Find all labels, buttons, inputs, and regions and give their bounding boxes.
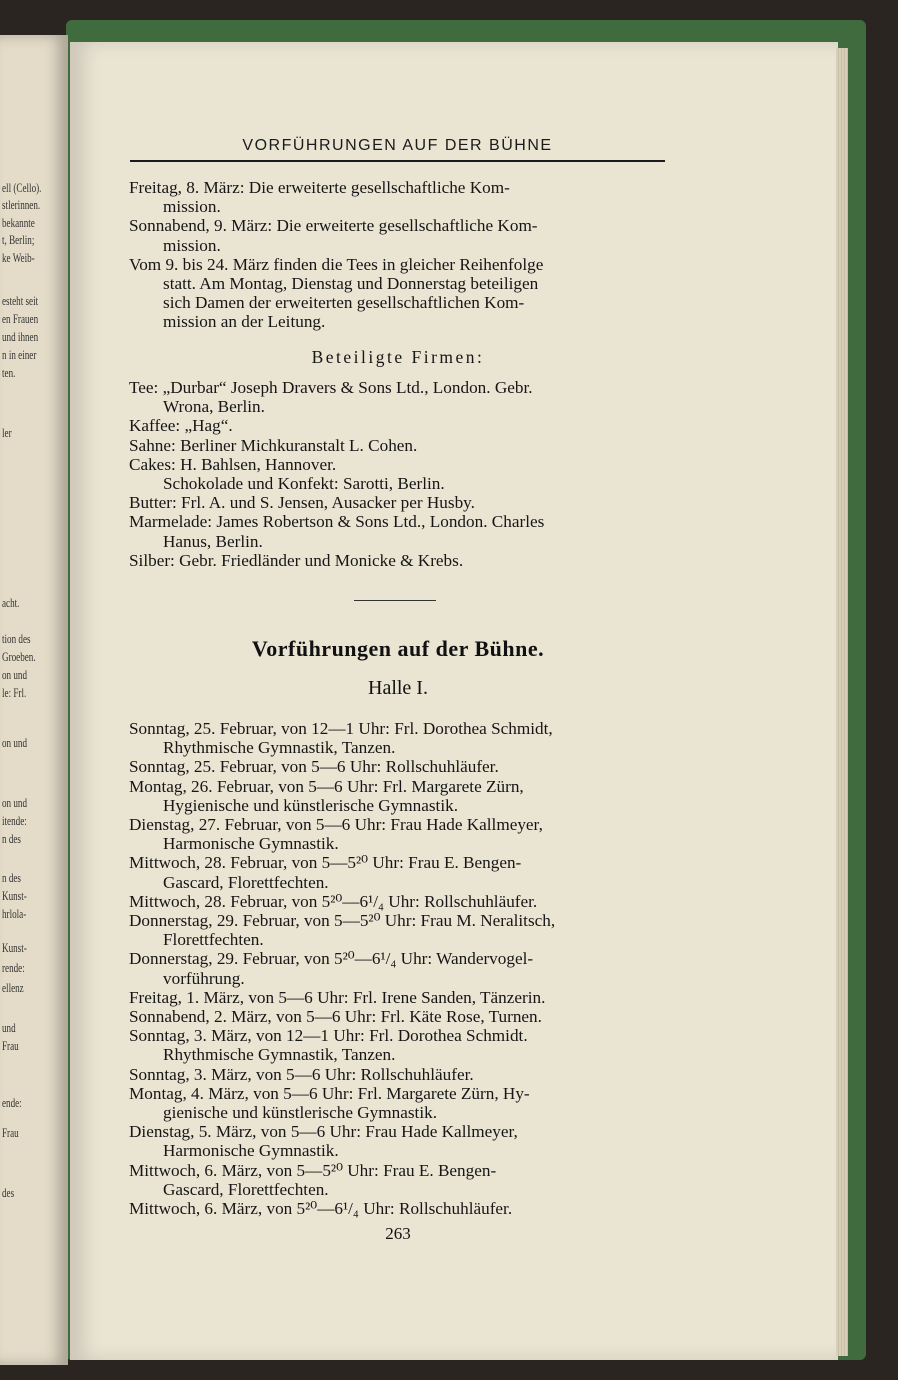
page-edges xyxy=(836,48,848,1356)
text-entry xyxy=(129,988,667,1007)
left-page-fragment: ell (Cello). xyxy=(2,180,42,195)
entry-line: Dienstag, 27. Februar, von 5—6 Uhr: Frau Hade Kallmeyer, xyxy=(129,815,543,835)
text-entry xyxy=(129,1161,667,1199)
entry-continuation: gienische und künstlerische Gymnastik. xyxy=(163,1103,437,1123)
text-entry xyxy=(129,178,667,216)
text-entry xyxy=(129,853,667,891)
left-page-fragment: n des xyxy=(2,831,21,846)
text-entry xyxy=(129,1026,667,1064)
left-page-fragment: on und xyxy=(2,735,28,750)
text-entry xyxy=(129,416,667,435)
left-page-fragment: und ihnen xyxy=(2,329,39,344)
left-page-fragment: Kunst- xyxy=(2,888,27,903)
entry-continuation: mission. xyxy=(163,235,221,255)
page-number: 263 xyxy=(385,1224,411,1243)
left-page-fragment: bekannte xyxy=(2,215,35,230)
entry-line: Kaffee: „Hag“. xyxy=(129,416,233,436)
entry-line: Mittwoch, 6. März, von 5—5²⁰ Uhr: Frau E. Bengen- xyxy=(129,1160,497,1180)
entry-line: Butter: Frl. A. und S. Jensen, Ausacker per Husby. xyxy=(129,493,475,513)
left-page-fragment: n des xyxy=(2,870,21,885)
left-page-fragment: acht. xyxy=(2,595,20,610)
text-entry xyxy=(129,1007,667,1026)
entry-line: Freitag, 1. März, von 5—6 Uhr: Frl. Irene Sanden, Tänzerin. xyxy=(129,987,546,1007)
entry-line: Sonntag, 25. Februar, von 12—1 Uhr: Frl. Dorothea Schmidt, xyxy=(129,719,553,738)
text-entry xyxy=(129,378,667,416)
left-page-fragment: on und xyxy=(2,667,28,682)
intro-block xyxy=(129,178,667,332)
left-page-fragment: ke Weib- xyxy=(2,250,35,265)
text-entry xyxy=(129,1084,667,1122)
text-entry xyxy=(129,911,667,949)
left-page-fragment: esteht seit xyxy=(2,293,39,308)
left-page-fragment: hrlola- xyxy=(2,906,27,921)
left-page-edge xyxy=(0,35,68,1365)
hall-title: Halle I. xyxy=(368,677,428,699)
left-page-fragment: t, Berlin; xyxy=(2,232,35,247)
left-page-fragment: le: Frl. xyxy=(2,685,27,700)
entry-continuation: Gascard, Florettfechten. xyxy=(163,872,329,892)
left-page-fragment: Groeben. xyxy=(2,649,36,664)
left-page-fragment: ende: xyxy=(2,1095,22,1110)
entry-line: Marmelade: James Robertson & Sons Ltd., London. Charles xyxy=(129,512,545,532)
firmen-block xyxy=(129,378,667,570)
entry-line: Vom 9. bis 24. März finden die Tees in gleicher Reihenfolge xyxy=(129,254,544,274)
left-page-fragment: tion des xyxy=(2,631,31,646)
text-entry xyxy=(129,512,667,550)
entry-continuation: Rhythmische Gymnastik, Tanzen. xyxy=(163,1045,396,1065)
entry-continuation: Gascard, Florettfechten. xyxy=(163,1179,329,1199)
text-entry xyxy=(129,757,667,776)
section-title: Vorführungen auf der Bühne. xyxy=(251,636,545,661)
text-entry xyxy=(129,1065,667,1084)
entry-line: Freitag, 8. März: Die erweiterte gesellschaftliche Kom- xyxy=(129,178,510,197)
entry-line: Mittwoch, 28. Februar, von 5²⁰—6¹/₄ Uhr: Rollschuhläufer. xyxy=(129,891,538,911)
left-page-fragment: n in einer xyxy=(2,347,37,362)
text-entry xyxy=(129,255,667,332)
text-entry xyxy=(129,719,667,757)
left-page-fragment: Frau xyxy=(2,1125,19,1140)
entry-line: Tee: „Durbar“ Joseph Dravers & Sons Ltd., London. Gebr. xyxy=(129,378,533,397)
entry-line: Sonnabend, 9. März: Die erweiterte gesellschaftliche Kom- xyxy=(129,216,538,236)
entry-continuation: vorführung. xyxy=(163,968,245,988)
entry-line: Sahne: Berliner Michkuranstalt L. Cohen. xyxy=(129,435,418,455)
entry-continuation: Harmonische Gymnastik. xyxy=(163,1141,339,1161)
entry-line: Sonntag, 25. Februar, von 5—6 Uhr: Rollschuhläufer. xyxy=(129,757,499,777)
left-page-fragment: ten. xyxy=(2,365,16,380)
left-page-fragment: Frau xyxy=(2,1038,19,1053)
text-entry xyxy=(129,815,667,853)
entry-continuation: Harmonische Gymnastik. xyxy=(163,834,339,854)
firmen-heading: Beteiligte Firmen: xyxy=(311,347,485,367)
text-entry xyxy=(129,455,667,493)
entry-line: Cakes: H. Bahlsen, Hannover. xyxy=(129,454,337,474)
text-entry xyxy=(129,1199,667,1218)
text-entry xyxy=(129,493,667,512)
text-entry xyxy=(129,892,667,911)
scan-background xyxy=(0,0,898,22)
text-entry xyxy=(129,949,667,987)
left-page-fragment: itende: xyxy=(2,813,27,828)
entry-line: Sonntag, 3. März, von 12—1 Uhr: Frl. Dorothea Schmidt. xyxy=(129,1026,528,1046)
left-page-fragment: ellenz xyxy=(2,980,24,995)
entry-continuation: Hygienische und künstlerische Gymnastik. xyxy=(163,795,458,815)
entry-line: Donnerstag, 29. Februar, von 5²⁰—6¹/₄ Uhr: Wandervogel- xyxy=(129,949,534,969)
entry-continuation: Schokolade und Konfekt: Sarotti, Berlin. xyxy=(163,474,445,494)
program-block xyxy=(129,719,667,1218)
text-entry xyxy=(129,216,667,254)
running-head-rule xyxy=(130,160,665,162)
left-page-fragment: und xyxy=(2,1020,16,1035)
running-head: VORFÜHRUNGEN AUF DER BÜHNE xyxy=(242,137,553,154)
entry-line: Sonntag, 3. März, von 5—6 Uhr: Rollschuhläufer. xyxy=(129,1064,474,1084)
entry-continuation: sich Damen der erweiterten gesellschaftlichen Kom- xyxy=(163,293,525,313)
entry-continuation: Hanus, Berlin. xyxy=(163,531,263,551)
entry-line: Donnerstag, 29. Februar, von 5—5²⁰ Uhr: Frau M. Neralitsch, xyxy=(129,911,556,931)
entry-line: Dienstag, 5. März, von 5—6 Uhr: Frau Hade Kallmeyer, xyxy=(129,1122,518,1142)
entry-continuation: Wrona, Berlin. xyxy=(163,397,265,417)
left-page-fragment: ler xyxy=(2,425,12,440)
entry-continuation: mission. xyxy=(163,197,221,217)
entry-line: Silber: Gebr. Friedländer und Monicke & Krebs. xyxy=(129,550,464,570)
left-page-fragment: en Frauen xyxy=(2,311,39,326)
entry-continuation: Rhythmische Gymnastik, Tanzen. xyxy=(163,738,396,758)
text-entry xyxy=(129,436,667,455)
section-divider xyxy=(354,600,436,601)
left-page-fragment: on und xyxy=(2,795,28,810)
text-entry xyxy=(129,1122,667,1160)
left-page-fragment: stlerinnen. xyxy=(2,197,41,212)
entry-line: Mittwoch, 28. Februar, von 5—5²⁰ Uhr: Frau E. Bengen- xyxy=(129,853,522,873)
entry-continuation: Florettfechten. xyxy=(163,930,264,950)
entry-line: Montag, 4. März, von 5—6 Uhr: Frl. Margarete Zürn, Hy- xyxy=(129,1083,530,1103)
entry-continuation: statt. Am Montag, Dienstag und Donnerstag beteiligen xyxy=(163,274,539,294)
entry-continuation: mission an der Leitung. xyxy=(163,312,326,332)
left-page-fragment: rende: xyxy=(2,960,25,975)
left-page-fragment: Kunst- xyxy=(2,940,27,955)
entry-line: Sonnabend, 2. März, von 5—6 Uhr: Frl. Käte Rose, Turnen. xyxy=(129,1007,542,1027)
text-entry xyxy=(129,777,667,815)
text-entry xyxy=(129,551,667,570)
left-page-fragment: des xyxy=(2,1185,15,1200)
entry-line: Mittwoch, 6. März, von 5²⁰—6¹/₄ Uhr: Rollschuhläufer. xyxy=(129,1199,513,1219)
entry-line: Montag, 26. Februar, von 5—6 Uhr: Frl. Margarete Zürn, xyxy=(129,776,524,796)
